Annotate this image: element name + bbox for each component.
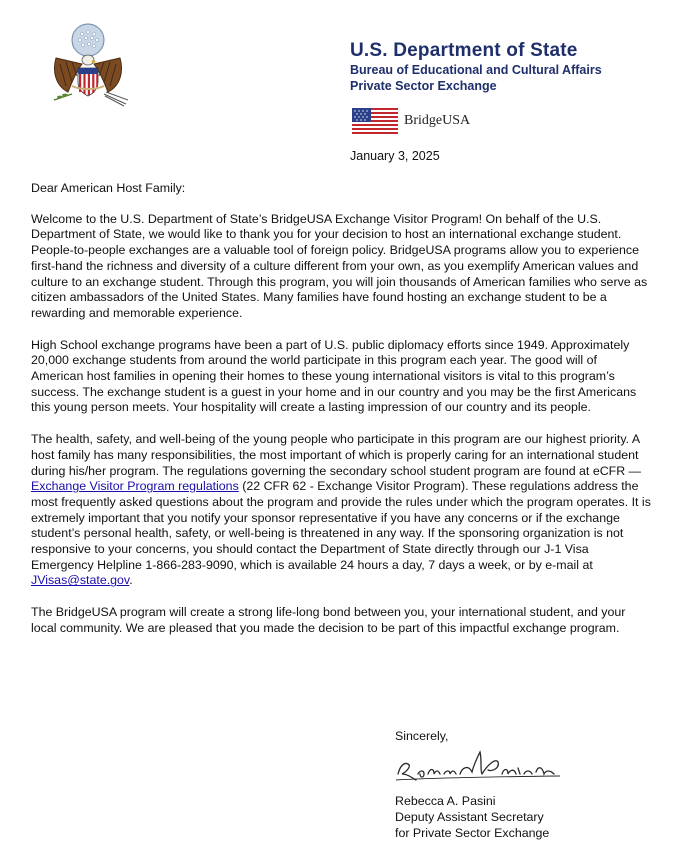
- signature-block: [395, 793, 549, 841]
- email-link[interactable]: JVisas@state.gov: [31, 573, 130, 588]
- paragraph-welcome: Welcome to the U.S. Department of State’s BridgeUSA Exchange Visitor Program! On behalf of the U.S. Department of State, we would like to thank you for your decision to host an international exchange student. People-to-people exchanges are a valuable tool of foreign policy. BridgeUSA programs allow you to experience first-hand the richness and diversity of a culture different from your own, as you exemplify American values and culture to an exchange student. Through this program, you will join thousands of American families who serve as citizen ambassadors of the United States. Many families have found hosting an exchange student to be a rewarding and memorable experience.: [31, 211, 648, 320]
- signer-name: Rebecca A. Pasini: [395, 794, 496, 808]
- letterhead: [350, 40, 670, 94]
- signer-office: for Private Sector Exchange: [395, 826, 550, 840]
- paragraph-safety: [31, 432, 651, 589]
- paragraph-safety-text-1: The health, safety, and well-being of the young people who participate in this program are our highest priority. A host family has many responsibilities, the most important of which is properly caring for an international student during his/her program. The regulations governing the secondary school student program are found at eCFR —: [31, 432, 642, 478]
- bridgeusa-brand: [352, 108, 470, 134]
- letter-date: January 3, 2025: [350, 149, 440, 163]
- office-name: Private Sector Exchange: [350, 79, 497, 93]
- department-name: U.S. Department of State: [350, 40, 578, 61]
- paragraph-history: High School exchange programs have been a part of U.S. public diplomacy efforts since 1949. Approximately 20,000 exchange students from around the world participate in this program each year. The good will of American host families in opening their homes to these young international visitors is vital to this program’s success. The exchange student is a guest in your home and in our country and you may be the first Americans this young person meets. Your hospitality will create a lasting impression of our country and its people.: [31, 337, 637, 415]
- regulations-link[interactable]: Exchange Visitor Program regulations: [31, 479, 239, 494]
- paragraph-safety-text-2: (22 CFR 62 - Exchange Visitor Program). These regulations address the most frequently asked questions about the program and provide the rules under which the program operates. It is extremely important that you notify your sponsor representative if you have any concerns or if the exchange student’s personal health, safety, or well-being is threatened in any way. If the sponsoring organization is not responsive to your concerns, you should contact the Department of State directly through our J-1 Visa Emergency Helpline 1-866-283-9090, which is available 24 hours a day, 7 days a week, or by e-mail at: [31, 479, 651, 572]
- salutation: Dear American Host Family:: [31, 181, 186, 195]
- signer-title: Deputy Assistant Secretary: [395, 810, 544, 824]
- letter-body: [31, 181, 651, 653]
- paragraph-safety-text-3: .: [129, 573, 133, 588]
- bureau-name: Bureau of Educational and Cultural Affairs: [350, 63, 602, 77]
- closing: Sincerely,: [395, 729, 449, 743]
- us-flag-icon: [352, 108, 398, 134]
- paragraph-closing: The BridgeUSA program will create a strong life-long bond between you, your international student, and your local community. We are pleased that you made the decision to be part of this impactful exchange program.: [31, 605, 626, 635]
- bridgeusa-wordmark: BridgeUSA: [404, 113, 471, 128]
- great-seal-icon: [42, 20, 134, 108]
- handwritten-signature: [390, 744, 570, 788]
